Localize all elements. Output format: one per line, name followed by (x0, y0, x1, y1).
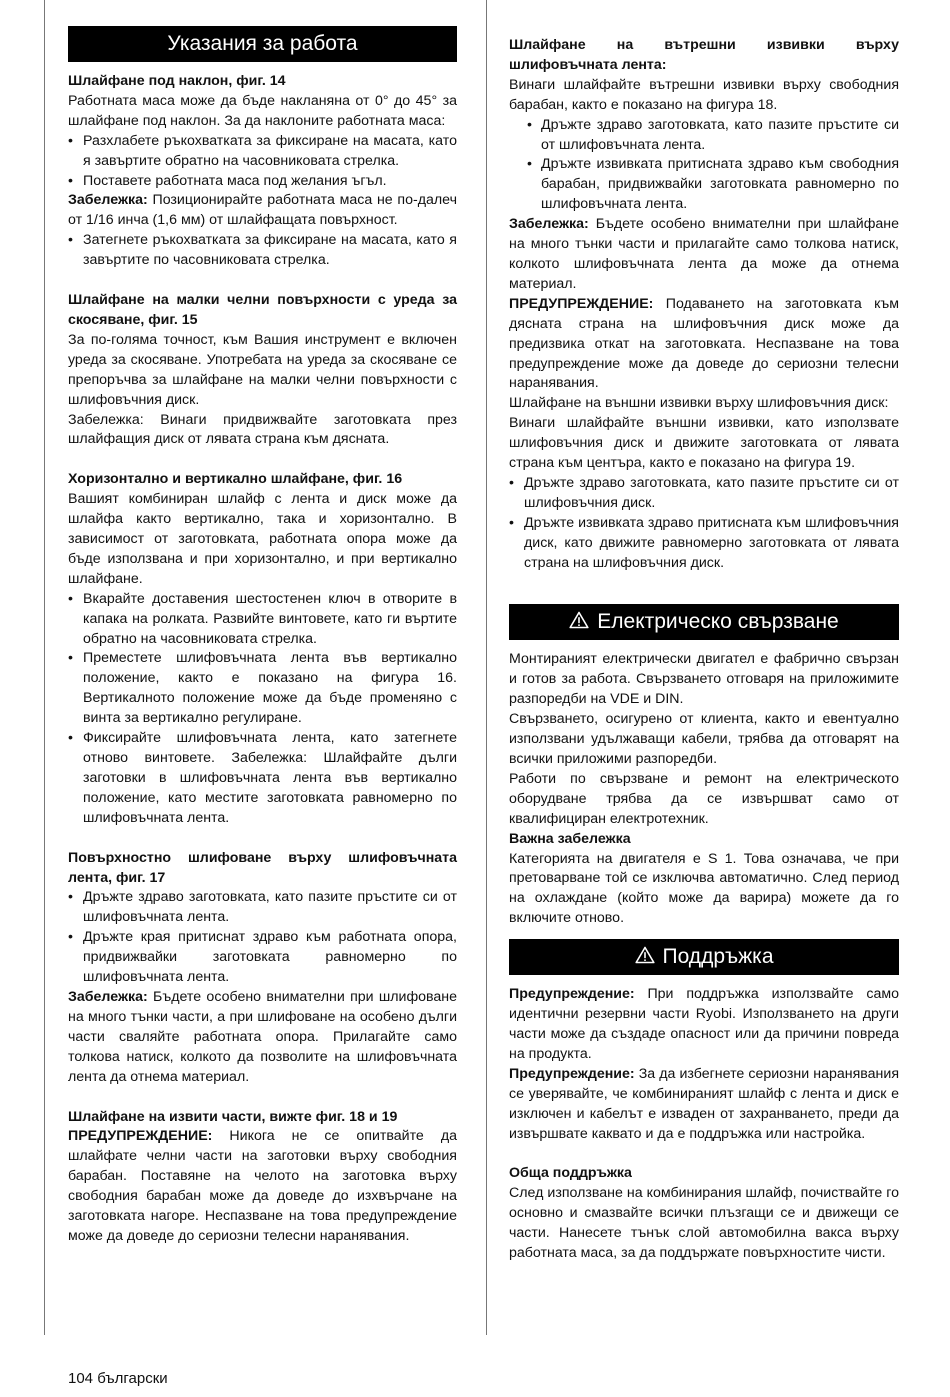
warning-text: Никога не се опитвайте да шлайфате челни части на заготовки върху свободния барабан. Поставяне на челото на заготовка върху свободния барабан може да доведе до изхвърчане на заготовката нагоре. Неспазване на това предупреждение може да доведе до сериозни телесни наранявания. (68, 1128, 457, 1244)
paragraph: Винаги шлайфайте външни извивки, като използвате шлифовъчния диск и движите заготовката от лявата страна към центъра, както е показано на фигура 19. (509, 415, 899, 472)
warning-paragraph (509, 1065, 899, 1145)
heading-fig15: Шлайфане на малки челни повърхности с уреда за скосяване, фиг. 15 (68, 292, 457, 328)
warning-triangle-icon (635, 940, 655, 976)
note-text: Бъдете особено внимателни при шлайфане на много тънки части и прилагайте само толкова натиск, колкото шлифовъчната лента да може да отнема материал. (509, 216, 899, 292)
section-title-maintenance (509, 939, 899, 975)
section-title-text: Поддръжка (662, 945, 774, 969)
bullet-list (68, 590, 457, 829)
warning-text: За да избегнете сериозни наранявания се уверявайте, че комбинираният шлайф с лента и диск е изключен и кабелът е изваден от захранването, преди да извършвате каквато и да е поддръжка или настройка. (509, 1065, 899, 1142)
section-title-text: Указания за работа (167, 32, 358, 55)
paragraph: Монтираният електрически двигател е фабрично свързан и готов за работа. Свързването отговаря на приложимите разпоредби на VDE и DIN. (509, 651, 899, 708)
list-item: • Преместете шлифовъчната лента във вертикално положение, както е показано на фигура 16. Вертикалното положение може да бъде променяно с винта за вертикално регулиране. (68, 649, 457, 729)
note-text: Позиционирайте работната маса не по-далеч от 1/16 инча (1,6 мм) от шлайфащата повърхност. (68, 192, 457, 229)
warning-label: Предупреждение: (509, 1065, 635, 1082)
warning-label: ПРЕДУПРЕЖДЕНИЕ: (68, 1128, 213, 1145)
left-column (68, 26, 457, 1247)
list-item: • Поставете работната маса под желания ъгъл. (68, 172, 457, 192)
heading-fig14: Шлайфане под наклон, фиг. 14 (68, 73, 286, 89)
paragraph: Вашият комбиниран шлайф с лента и диск може да шлайфа както вертикално, така и хоризонтално. В зависимост от заготовката, работната опора може да бъде използвана и при хоризонтално, и при вертикално шлайфане. (68, 491, 457, 587)
heading-inner-curves: Шлайфане на вътрешни извивки върху шлифовъчната лента: (509, 37, 899, 73)
list-item: • Затегнете ръкохватката за фиксиране на масата, като я завъртите по часовниковата стрелка. (68, 231, 457, 271)
page-footer: 104 български (68, 1370, 168, 1387)
list-item: • Дръжте извивката притисната здраво към свободния барабан, придвижвайки заготовката равномерно по шлифовъчната лента. (509, 155, 899, 215)
note-label: Забележка: (68, 988, 148, 1005)
list-item: • Разхлабете ръкохватката за фиксиране на масата, като я завъртите обратно на часовниковата стрелка. (68, 132, 457, 172)
right-column (509, 36, 899, 1264)
list-item: • Дръжте здраво заготовката, като пазите пръстите си от шлифовъчния диск. (509, 474, 899, 514)
warning-text: При поддръжка използвайте само идентични резервни части Ryobi. Използването на други части може да създаде опасност или да причини повреда на продукта. (509, 986, 899, 1062)
heading-important-note: Важна забележка (509, 830, 631, 847)
note-paragraph (509, 215, 899, 295)
left-margin-rule (44, 0, 45, 1335)
column-divider (486, 0, 487, 1335)
section-title-text: Електрическо свързване (597, 610, 839, 634)
warning-paragraph (509, 985, 899, 1065)
warning-triangle-icon (569, 605, 589, 641)
note-paragraph (68, 191, 457, 231)
note-paragraph (68, 988, 457, 1088)
bullet-list (68, 132, 457, 192)
warning-text: Подаването на заготовката към дясната страна на шлифовъчния диск може да предизвика откат на заготовката. Неспазване на това предупреждение може да доведе до сериозни телесни наранявания. (509, 295, 899, 392)
paragraph: Винаги шлайфайте вътрешни извивки върху свободния барабан, както е показано на фигура 18. (509, 76, 899, 113)
paragraph: Свързването, осигурено от клиента, както и евентуално използвани удължаващи кабели, трябва да отговарят на всички приложими разпоредби. (509, 711, 899, 767)
list-item: • Фиксирайте шлифовъчната лента, като затегнете отново винтовете. Забележка: Шлайфайте дълги заготовки в шлифовъчната лента във вертикално положение, като местите заготовката равномерно по шлифовъчната лента. (68, 729, 457, 829)
list-item: • Дръжте края притиснат здраво към работната опора, придвижвайки заготовката равномерно по шлифовъчната лента. (68, 928, 457, 988)
heading-general-maintenance: Обща поддръжка (509, 1165, 632, 1182)
note-label: Забележка: (68, 192, 148, 209)
paragraph: След използване на комбинирания шлайф, почиствайте го основно и смазвайте всички плъзгащи се и движещи се части. Нанесете тънък слой автомобилна вакса върху работната маса, за да поддържате повърхностите чисти. (509, 1185, 899, 1262)
paragraph: Категорията на двигателя е S 1. Това означава, че при претоварване той се изключва автоматично. След период на охлаждане (който може да варира) можете да го включите отново. (509, 850, 899, 927)
paragraph: Работи по свързване и ремонт на електрическото оборудване трябва да се извършват само от квалифициран електротехник. (509, 770, 899, 827)
paragraph: Забележка: Винаги придвижвайте заготовката през шлайфащия диск от лявата страна към дясната. (68, 411, 457, 448)
paragraph: Работната маса може да бъде накланяна от 0° до 45° за шлайфане под наклон. За да наклоните работната маса: (68, 92, 457, 129)
warning-label: Предупреждение: (509, 986, 635, 1003)
paragraph: Шлайфане на външни извивки върху шлифовъчния диск: (509, 395, 889, 412)
list-item: • Дръжте здраво заготовката, като пазите пръстите си от шлифовъчната лента. (509, 116, 899, 156)
warning-label: ПРЕДУПРЕЖДЕНИЕ: (509, 295, 654, 312)
note-label: Забележка: (509, 216, 589, 233)
heading-fig18-19: Шлайфане на извити части, вижте фиг. 18 и 19 (68, 1108, 398, 1125)
bullet-list (68, 888, 457, 988)
list-item: • Дръжте здраво заготовката, като пазите пръстите си от шлифовъчната лента. (68, 888, 457, 928)
section-title-electrical (509, 604, 899, 640)
bullet-list (509, 474, 899, 574)
heading-fig17: Повърхностно шлифоване върху шлифовъчната лента, фиг. 17 (68, 849, 457, 886)
section-title-work-instructions (68, 26, 457, 62)
paragraph: За по-голяма точност, към Вашия инструмент е включен уреда за скосяване. Употребата на уреда за скосяване се препоръчва за шлайфане на малки челни повърхности с шлифовъчния диск. (68, 331, 457, 408)
bullet-list (509, 116, 899, 216)
warning-paragraph (68, 1127, 457, 1246)
list-item: • Вкарайте доставения шестостенен ключ в отворите в капака на ролката. Развийте винтовете, като ги въртите обратно на часовниковата стрелка. (68, 590, 457, 650)
list-item: • Дръжте извивката здраво притисната към шлифовъчния диск, като движите равномерно заготовката от лявата страна на шлифовъчния диск. (509, 514, 899, 574)
bullet-list (68, 231, 457, 271)
heading-fig16: Хоризонтално и вертикално шлайфане, фиг. 16 (68, 471, 403, 488)
note-text: Бъдете особено внимателни при шлифоване на много тънки части, а при шлифоване на особено дълги части сваляйте работната опора. Прилагайте само толкова натиск, колкото да позволите на шлифовъчната лента да отнема материал. (68, 988, 457, 1085)
warning-paragraph (509, 295, 899, 395)
